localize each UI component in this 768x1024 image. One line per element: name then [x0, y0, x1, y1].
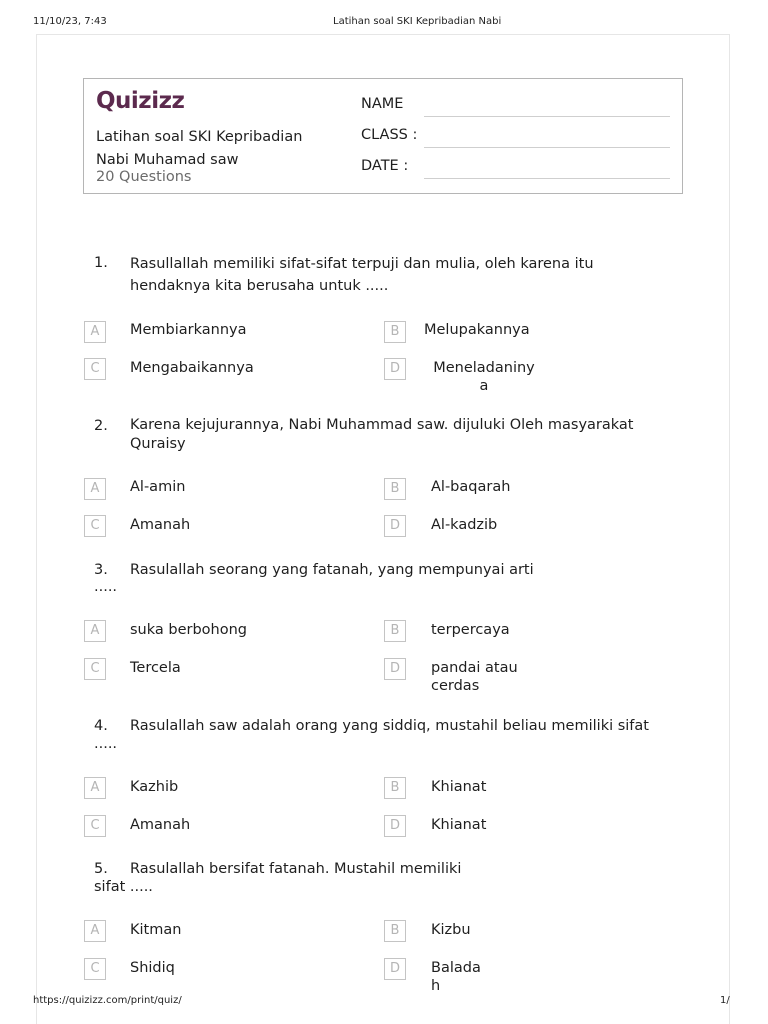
option-badge-d: D	[384, 358, 406, 380]
option-d	[429, 359, 539, 395]
option-text: Mengabaikannya	[130, 360, 254, 376]
class-line	[424, 147, 670, 148]
question-number: 5.	[94, 861, 108, 877]
date-label: DATE :	[361, 158, 409, 174]
question-text-cont	[94, 735, 117, 753]
option-b	[431, 621, 510, 639]
option-badge-c: C	[84, 358, 106, 380]
quiz-info-box	[83, 78, 683, 194]
option-text: Shidiq	[130, 960, 175, 976]
option-c	[130, 816, 190, 834]
option-a	[130, 478, 185, 496]
option-text: suka berbohong	[130, 622, 247, 638]
option-badge-d: D	[384, 958, 406, 980]
question-text-line1: Rasulallah seorang yang fatanah, yang mempunyai arti	[130, 562, 534, 578]
option-d	[431, 659, 518, 695]
question-text	[130, 860, 461, 878]
option-d	[431, 516, 497, 534]
question-text-line2: .....	[94, 579, 118, 595]
option-c	[130, 516, 190, 534]
option-badge-b: B	[384, 478, 406, 500]
quiz-title-line1: Latihan soal SKI Kepribadian	[96, 129, 303, 145]
quiz-title	[96, 126, 346, 172]
option-text: Kazhib	[130, 779, 179, 795]
option-text: Al-kadzib	[431, 517, 498, 533]
option-b	[431, 921, 471, 939]
quiz-title-line2: Nabi Muhamad saw	[96, 152, 239, 168]
option-d	[431, 816, 486, 834]
question-text-line1: Karena kejujurannya, Nabi Muhammad saw. dijuluki Oleh masyarakat	[130, 417, 634, 433]
print-doc-title: Latihan soal SKI Kepribadian Nabi	[333, 16, 502, 27]
question-text	[130, 561, 534, 579]
option-text: Al-baqarah	[431, 479, 511, 495]
option-c	[130, 359, 254, 377]
question-text	[130, 717, 649, 735]
option-b	[431, 478, 510, 496]
option-text-line2: h	[431, 978, 441, 994]
option-badge-c: C	[84, 658, 106, 680]
question-number: 3.	[94, 562, 108, 578]
question-number: 4.	[94, 718, 108, 734]
question-text-line1: Rasullallah memiliki sifat-sifat terpuji dan mulia, oleh karena itu	[130, 256, 594, 272]
option-badge-a: A	[84, 321, 106, 343]
option-badge-c: C	[84, 815, 106, 837]
option-d	[431, 959, 481, 995]
print-url: https://quizizz.com/print/quiz/	[33, 995, 182, 1006]
question-text-line2: hendaknya kita berusaha untuk .....	[130, 278, 389, 294]
question-text-cont	[94, 878, 153, 896]
option-badge-a: A	[84, 478, 106, 500]
option-badge-b: B	[384, 620, 406, 642]
option-text-line1: Meneladaniny	[433, 360, 535, 376]
option-text: Membiarkannya	[130, 322, 247, 338]
option-a	[130, 778, 178, 796]
option-a	[130, 621, 247, 639]
option-badge-a: A	[84, 777, 106, 799]
option-text: Kizbu	[431, 922, 471, 938]
question-text-line1: Rasulallah saw adalah orang yang siddiq, mustahil beliau memiliki sifat	[130, 718, 649, 734]
print-page-number: 1/	[720, 995, 730, 1006]
question-text	[130, 416, 633, 434]
question-text-line2: .....	[94, 736, 118, 752]
option-a	[130, 921, 181, 939]
option-badge-a: A	[84, 920, 106, 942]
print-datetime: 11/10/23, 7:43	[33, 16, 107, 27]
quizizz-logo: Quizizz	[96, 88, 185, 114]
option-text: Khianat	[431, 817, 487, 833]
option-badge-a: A	[84, 620, 106, 642]
option-badge-d: D	[384, 658, 406, 680]
option-text: Kitman	[130, 922, 182, 938]
option-badge-b: B	[384, 777, 406, 799]
date-line	[424, 178, 670, 179]
option-text: Amanah	[130, 817, 191, 833]
class-label: CLASS :	[361, 127, 418, 143]
option-c	[130, 959, 175, 977]
question-text-line2: Quraisy	[130, 436, 186, 452]
option-c	[130, 659, 181, 677]
question-count: 20 Questions	[96, 169, 192, 185]
option-badge-d: D	[384, 515, 406, 537]
option-b	[431, 778, 486, 796]
question-text-cont	[130, 435, 186, 453]
option-text: Tercela	[130, 660, 181, 676]
question-text-cont	[94, 578, 117, 596]
question-number: 1.	[94, 255, 108, 271]
option-badge-d: D	[384, 815, 406, 837]
option-text: Khianat	[431, 779, 487, 795]
option-b	[424, 321, 530, 339]
name-label: NAME	[361, 96, 404, 112]
option-badge-b: B	[384, 920, 406, 942]
question-text-line2: sifat .....	[94, 879, 153, 895]
option-badge-b: B	[384, 321, 406, 343]
option-text-line2: a	[479, 378, 489, 394]
name-line	[424, 116, 670, 117]
option-a	[130, 321, 247, 339]
option-badge-c: C	[84, 515, 106, 537]
option-text: Melupakannya	[424, 322, 530, 338]
option-text: Al-amin	[130, 479, 186, 495]
question-text	[130, 253, 594, 297]
question-text-line1: Rasulallah bersifat fatanah. Mustahil memiliki	[130, 861, 462, 877]
option-text-line1: Balada	[431, 960, 481, 976]
option-badge-c: C	[84, 958, 106, 980]
option-text: Amanah	[130, 517, 191, 533]
option-text-line2: cerdas	[431, 678, 480, 694]
option-text-line1: pandai atau	[431, 660, 518, 676]
option-text: terpercaya	[431, 622, 510, 638]
question-number: 2.	[94, 418, 108, 434]
